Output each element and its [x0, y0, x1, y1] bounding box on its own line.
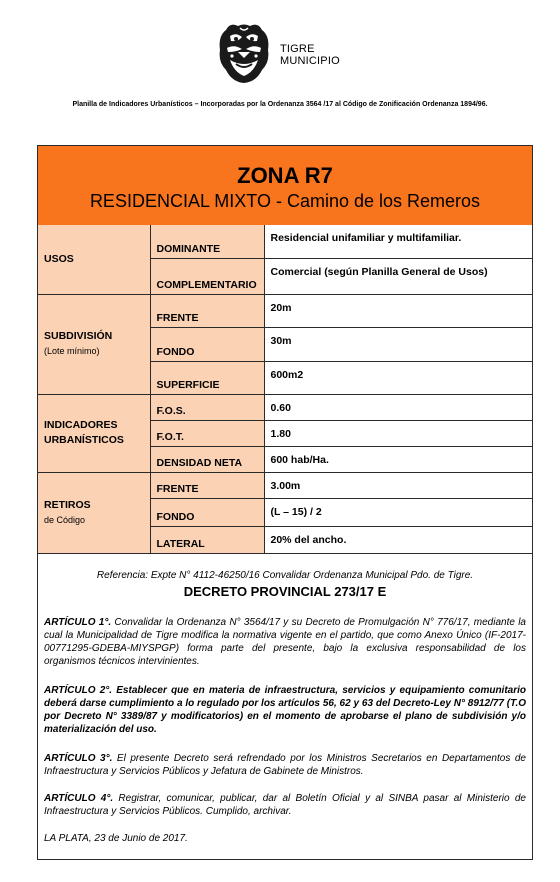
category-retiros: RETIROS de Código — [38, 472, 150, 553]
articulo-3: ARTÍCULO 3°. El presente Decreto será refrendado por los Ministros Secretarios en Departamentos de Infraestructura y Servicios Públicos y Jefatura de Gabinete de Ministros. — [44, 753, 526, 777]
table-row — [38, 225, 532, 258]
row-value: 20% del ancho. — [264, 526, 532, 553]
row-value: 0.60 — [264, 394, 532, 420]
decreto-title: DECRETO PROVINCIAL 273/17 E — [183, 584, 387, 599]
tigre-logo — [216, 22, 272, 84]
category-indicadores: INDICADORES URBANÍSTICOS — [38, 394, 150, 472]
logo-line1: TIGRE — [280, 43, 315, 55]
row-label: LATERAL — [150, 526, 264, 553]
row-value: 600m2 — [264, 361, 532, 394]
indicators-table — [38, 225, 532, 554]
row-label: F.O.S. — [150, 394, 264, 420]
document-subheader: Planilla de Indicadores Urbanísticos – Incorporadas por la Ordenanza 3564 /17 al Código de Zonificación Ordenanza 1894/96. — [72, 101, 488, 108]
row-label: COMPLEMENTARIO — [150, 258, 264, 294]
referencia: Referencia: Expte N° 4112-46250/16 Convalidar Ordenanza Municipal Pdo. de Tigre. — [96, 570, 474, 581]
logo-line2: MUNICIPIO — [280, 55, 340, 67]
row-label: SUPERFICIE — [150, 361, 264, 394]
row-value: 30m — [264, 327, 532, 361]
row-label: DENSIDAD NETA — [150, 446, 264, 472]
row-label: FRENTE — [150, 294, 264, 327]
row-value: 1.80 — [264, 420, 532, 446]
zone-title: ZONA R7 — [237, 163, 333, 188]
category-subdivision: SUBDIVISIÓN (Lote mínimo) — [38, 294, 150, 394]
table-row — [38, 294, 532, 327]
row-label: DOMINANTE — [150, 225, 264, 258]
zone-sheet — [37, 145, 533, 860]
articulo-1: ARTÍCULO 1°. Convalidar la Ordenanza N° 3564/17 y su Decreto de Promulgación N° 776/17, mediante la cual la Municipalidad de Tigre modifica la normativa vigente en el partido, que como Anexo Único (IF-2017-00771295-GDEBA-MIYSPGP) forma parte del presente, bajo la exclusiva responsabilidad de los organismos técnicos intervinientes. — [44, 617, 526, 667]
row-label: F.O.T. — [150, 420, 264, 446]
row-value: Comercial (según Planilla General de Usos) — [264, 258, 532, 294]
row-value: 20m — [264, 294, 532, 327]
row-value: Residencial unifamiliar y multifamiliar. — [264, 225, 532, 258]
table-row — [38, 472, 532, 498]
logo-text — [280, 43, 340, 67]
articulo-2: ARTÍCULO 2°. Establecer que en materia de infraestructura, servicios y equipamiento comunitario deberá darse cumplimiento a lo regulado por los artículos 56, 62 y 63 del Decreto-Ley N° 8912/77 (T.O por Decreto N° 3389/87 y modificatorios) en el momento de aprobarse el plano de subdivisión y/o materialización del uso. — [44, 685, 526, 735]
row-label: FRENTE — [150, 472, 264, 498]
articulo-4: ARTÍCULO 4°. Registrar, comunicar, publicar, dar al Boletín Oficial y al SINBA pasar al Ministerio de Infraestructura y Servicios Públicos. Cumplido, archivar. — [44, 793, 526, 817]
row-label: FONDO — [150, 498, 264, 526]
row-label: FONDO — [150, 327, 264, 361]
zone-title-band — [38, 146, 532, 226]
table-row — [38, 394, 532, 420]
category-usos: USOS — [38, 225, 150, 294]
fecha: LA PLATA, 23 de Junio de 2017. — [44, 833, 188, 844]
row-value: (L – 15) / 2 — [264, 498, 532, 526]
zone-subtitle: RESIDENCIAL MIXTO - Camino de los Remeros — [89, 191, 481, 211]
row-value: 600 hab/Ha. — [264, 446, 532, 472]
row-value: 3.00m — [264, 472, 532, 498]
